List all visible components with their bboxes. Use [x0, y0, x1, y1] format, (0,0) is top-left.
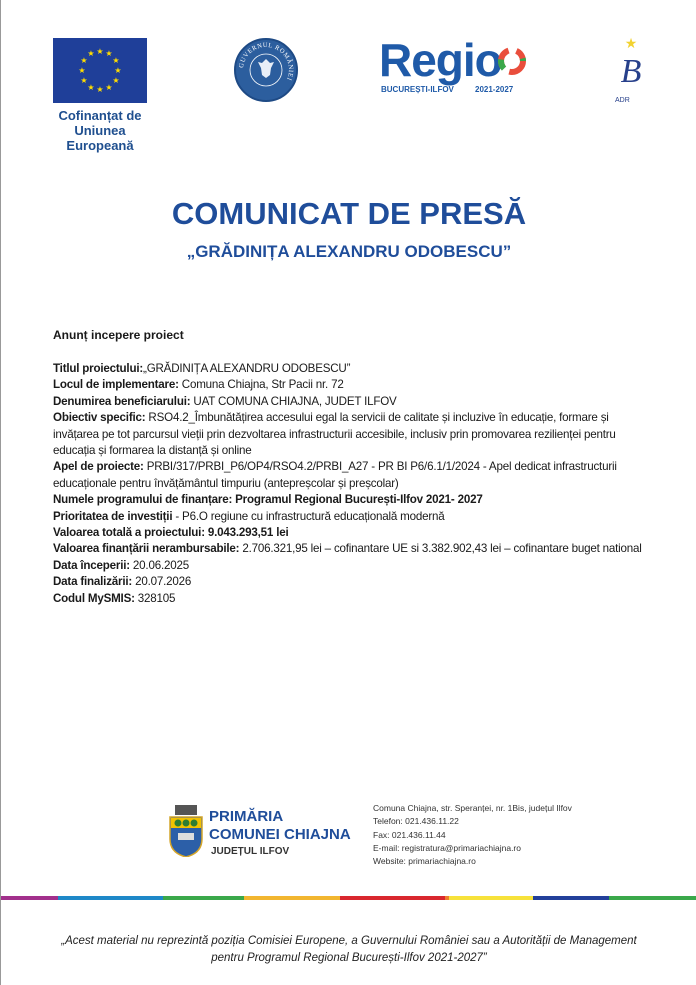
field-value: PRBI/317/PRBI_P6/OP4/RSO4.2/PRBI_A27 - PR BI P6/6.1/1/2024 - Apel dedicat infrastructurii educaționale pentru învățământul timpuriu (antepreșcolar și preșcolar)	[53, 460, 617, 490]
field-end-date	[53, 574, 693, 590]
field-label: Locul de implementare:	[53, 378, 179, 392]
page-title: COMUNICAT DE PRESĂ	[171, 196, 527, 231]
rainbow-divider	[1, 896, 696, 900]
regio-region: BUCUREȘTI-ILFOV	[381, 85, 454, 94]
disclaimer-line2: pentru Programul Regional București-Ilfov 2021-2027”	[211, 952, 487, 964]
disclaimer-line1: „Acest material nu reprezintă poziția Comisiei Europene, a Guvernului României sau a Autorității de Management	[61, 935, 637, 947]
field-label: Numele programului de finanțare: Programul Regional București-Ilfov 2021- 2027	[53, 493, 483, 507]
contact-email: E-mail: registratura@primariachiajna.ro	[373, 842, 521, 853]
svg-text:★: ★	[80, 76, 88, 85]
project-details	[53, 361, 693, 607]
contact-fax: Fax: 021.436.11.44	[373, 829, 446, 840]
rainbow-segment	[244, 896, 339, 900]
adr-label: ADR	[615, 97, 630, 104]
field-value: 20.07.2026	[132, 575, 192, 589]
gov-seal-text: GUVERNUL ROMÂNIEI	[238, 41, 295, 82]
field-value: 2.706.321,95 lei – cofinantare UE si 3.382.902,43 lei – cofinantare buget national	[239, 542, 642, 556]
field-value: Comuna Chiajna, Str Pacii nr. 72	[178, 378, 344, 392]
rainbow-segment	[449, 896, 533, 900]
contact-website: Website: primariachiajna.ro	[373, 856, 476, 867]
field-program	[53, 492, 693, 508]
svg-text:★: ★	[96, 85, 104, 94]
field-label: Data începerii:	[53, 558, 130, 572]
svg-text:★: ★	[112, 76, 120, 85]
field-value: 328105	[134, 591, 176, 605]
eu-flag-logo	[53, 38, 147, 103]
field-mysmis-code	[53, 591, 693, 607]
svg-text:B: B	[620, 53, 642, 90]
svg-text:★: ★	[624, 36, 638, 51]
svg-text:★: ★	[87, 83, 95, 92]
field-call	[53, 459, 678, 492]
rainbow-segment	[163, 896, 244, 900]
svg-text:★: ★	[112, 56, 120, 65]
field-objective	[53, 410, 653, 459]
field-label: Valoarea totală a proiectului: 9.043.293,51 lei	[53, 526, 289, 540]
field-priority	[53, 509, 693, 525]
field-label: Obiectiv specific:	[53, 411, 146, 425]
announcement-heading: Anunț incepere proiect	[53, 328, 184, 342]
adr-logo	[609, 36, 653, 106]
eagle-icon	[236, 40, 296, 100]
svg-text:★: ★	[78, 66, 86, 75]
svg-text:★: ★	[96, 47, 104, 56]
svg-text:★: ★	[80, 56, 88, 65]
svg-text:★: ★	[105, 49, 113, 58]
field-label: Apel de proiecte:	[53, 460, 144, 474]
field-value: UAT COMUNA CHIAJNA, JUDET ILFOV	[190, 394, 397, 408]
field-value: - P6.O regiune cu infrastructură educațională modernă	[172, 509, 445, 523]
primaria-name	[209, 808, 351, 844]
contact-address: Comuna Chiajna, str. Speranței, nr. 1Bis, județul Ilfov	[373, 803, 572, 813]
primaria-line1: PRIMĂRIA	[209, 808, 284, 825]
government-seal-logo	[234, 38, 298, 102]
rainbow-segment	[1, 896, 58, 900]
regio-circle-icon	[497, 46, 527, 76]
field-value: RSO4.2_Îmbunătățirea accesului egal la servicii de calitate și incluzive în educație, formare și invățarea pe tot parcursul vieții prin dezvoltarea infrastructurii accesibile, inclusiv prin promovarea rezilienței pentru educația și formarea la distanță și online	[53, 411, 616, 458]
field-location	[53, 377, 693, 393]
adr-b-icon	[609, 36, 653, 106]
eu-caption-line2: Uniunea Europeană	[66, 123, 134, 153]
regio-logo	[379, 34, 529, 100]
field-value: 20.06.2025	[129, 558, 189, 572]
field-label: Codul MySMIS:	[53, 591, 135, 605]
primaria-line2: COMUNEI CHIAJNA	[209, 826, 351, 843]
field-label: Denumirea beneficiarului:	[53, 394, 191, 408]
rainbow-segment	[609, 896, 696, 900]
field-label: Prioritatea de investiții	[53, 509, 173, 523]
regio-years: 2021-2027	[475, 85, 514, 94]
rainbow-segment	[533, 896, 609, 900]
svg-text:★: ★	[114, 66, 122, 75]
field-grant-value	[53, 541, 693, 557]
contact-info	[373, 802, 572, 868]
page-subtitle: „GRĂDINIȚA ALEXANDRU ODOBESCU”	[186, 242, 512, 261]
field-total-value	[53, 525, 693, 541]
svg-text:★: ★	[87, 49, 95, 58]
regio-word: Regio	[379, 34, 502, 86]
eu-caption-line1: Cofinanțat de	[58, 108, 142, 123]
field-label: Valoarea finanțării nerambursabile:	[53, 542, 240, 556]
chiajna-crest-logo	[169, 805, 203, 857]
contact-phone: Telefon: 021.436.11.22	[373, 816, 459, 827]
field-project-title	[53, 361, 693, 377]
primaria-county: JUDEȚUL ILFOV	[211, 846, 290, 857]
field-beneficiary	[53, 394, 693, 410]
field-label: Titlul proiectului:	[53, 362, 144, 375]
field-label: Data finalizării:	[53, 575, 133, 589]
svg-text:★: ★	[105, 83, 113, 92]
eu-caption	[41, 108, 159, 153]
field-value: „GRĂDINIȚA ALEXANDRU ODOBESCU”	[143, 362, 351, 375]
field-start-date	[53, 558, 693, 574]
disclaimer	[1, 933, 696, 967]
rainbow-segment	[58, 896, 163, 900]
eu-stars-icon	[53, 38, 147, 103]
rainbow-segment	[340, 896, 445, 900]
crest-icon	[169, 805, 203, 857]
